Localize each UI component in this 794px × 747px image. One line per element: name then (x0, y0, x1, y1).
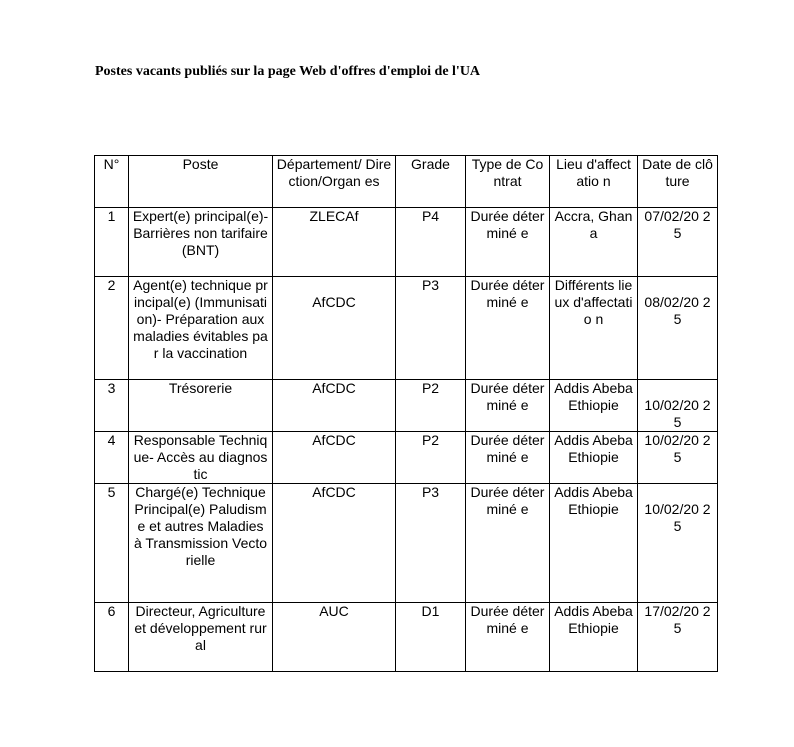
cell-contrat: Durée déterminé e (466, 380, 550, 432)
cell-date: 17/02/20 25 (638, 603, 718, 672)
cell-date: 10/02/20 25 (638, 380, 718, 432)
vacancies-table (94, 155, 718, 672)
cell-lieu: Addis Abeba Ethiopie (550, 603, 638, 672)
document-title: Postes vacants publiés sur la page Web d'offres d'emploi de l'UA (95, 64, 481, 79)
cell-grade: P3 (396, 484, 466, 603)
cell-grade: P2 (396, 432, 466, 484)
cell-number: 2 (95, 277, 129, 380)
cell-number: 6 (95, 603, 129, 672)
cell-contrat: Durée déterminé e (466, 208, 550, 277)
cell-poste: Responsable Technique- Accès au diagnostic (129, 432, 273, 484)
cell-grade: P4 (396, 208, 466, 277)
cell-departement: ZLECAf (273, 208, 396, 277)
cell-grade: P2 (396, 380, 466, 432)
cell-contrat: Durée déterminé e (466, 603, 550, 672)
cell-lieu: Addis Abeba Ethiopie (550, 380, 638, 432)
cell-departement: AfCDC (273, 277, 396, 380)
header-number: N° (95, 156, 129, 208)
cell-contrat: Durée déterminé e (466, 484, 550, 603)
cell-departement: AfCDC (273, 380, 396, 432)
cell-date: 10/02/20 25 (638, 484, 718, 603)
table-row (95, 208, 718, 277)
cell-number: 1 (95, 208, 129, 277)
cell-grade: D1 (396, 603, 466, 672)
cell-poste: Agent(e) technique principal(e) (Immunisation)- Préparation aux maladies évitables par la vaccination (129, 277, 273, 380)
table-row (95, 380, 718, 432)
cell-lieu: Différents lieux d'affectatio n (550, 277, 638, 380)
header-contrat: Type de Contrat (466, 156, 550, 208)
cell-contrat: Durée déterminé e (466, 277, 550, 380)
cell-lieu: Addis Abeba Ethiopie (550, 432, 638, 484)
cell-lieu: Accra, Ghana (550, 208, 638, 277)
cell-grade: P3 (396, 277, 466, 380)
cell-poste: Expert(e) principal(e)- Barrières non tarifaire (BNT) (129, 208, 273, 277)
cell-departement: AfCDC (273, 432, 396, 484)
cell-poste: Chargé(e) Technique Principal(e) Paludisme et autres Maladies à Transmission Vectorielle (129, 484, 273, 603)
cell-departement: AUC (273, 603, 396, 672)
header-grade: Grade (396, 156, 466, 208)
cell-poste: Directeur, Agriculture et développement rural (129, 603, 273, 672)
table-row (95, 277, 718, 380)
cell-date: 07/02/20 25 (638, 208, 718, 277)
table-row (95, 432, 718, 484)
cell-number: 5 (95, 484, 129, 603)
cell-lieu: Addis Abeba Ethiopie (550, 484, 638, 603)
cell-poste: Trésorerie (129, 380, 273, 432)
table-row (95, 603, 718, 672)
cell-date: 08/02/20 25 (638, 277, 718, 380)
cell-contrat: Durée déterminé e (466, 432, 550, 484)
table-header-row (95, 156, 718, 208)
cell-date: 10/02/20 25 (638, 432, 718, 484)
table-row (95, 484, 718, 603)
header-date: Date de clôture (638, 156, 718, 208)
cell-number: 4 (95, 432, 129, 484)
cell-departement: AfCDC (273, 484, 396, 603)
header-poste: Poste (129, 156, 273, 208)
header-departement: Département/ Direction/Organ es (273, 156, 396, 208)
header-lieu: Lieu d'affectatio n (550, 156, 638, 208)
cell-number: 3 (95, 380, 129, 432)
